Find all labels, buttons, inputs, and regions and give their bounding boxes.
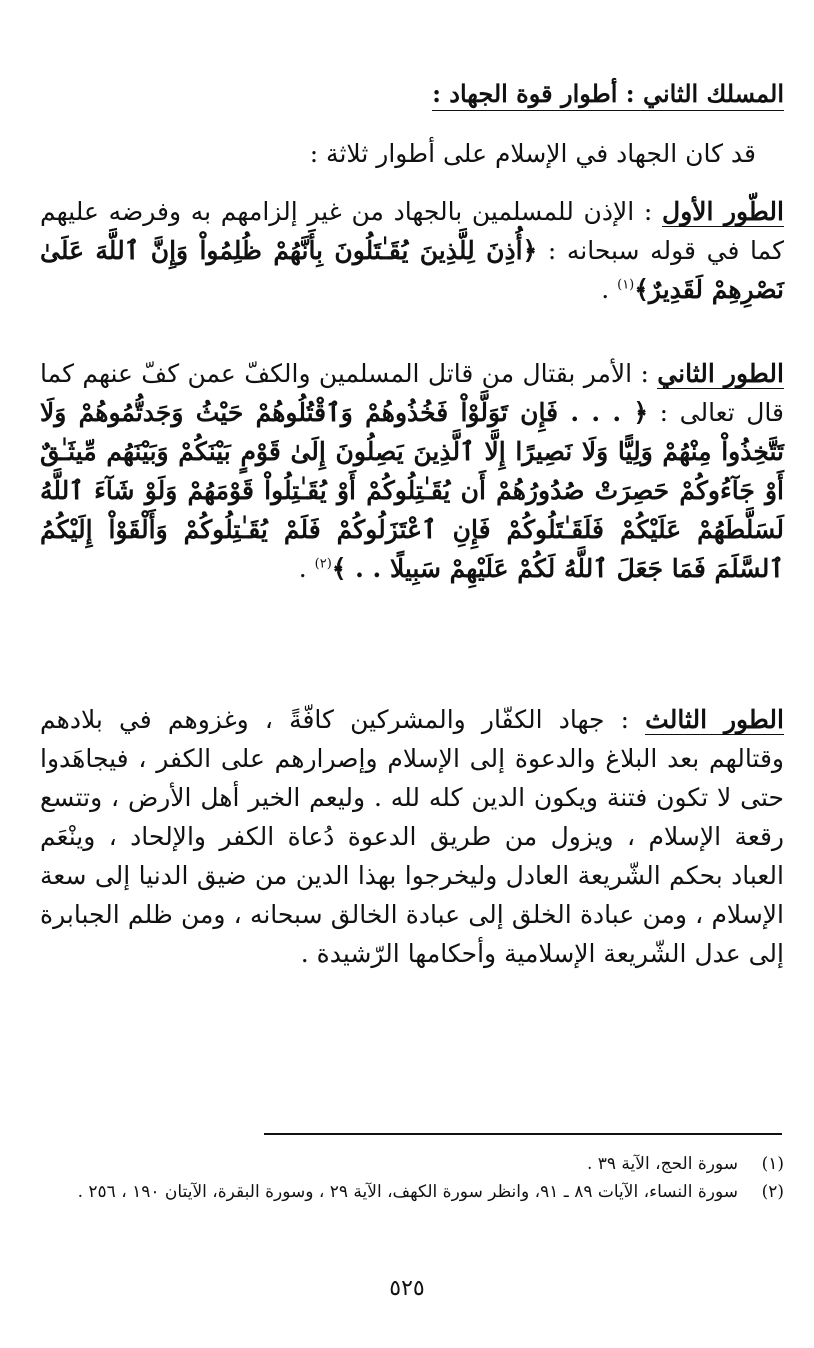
footnote-item xyxy=(40,1150,784,1178)
footnote-number: (٢) xyxy=(761,1182,784,1203)
intro-paragraph: قد كان الجهاد في الإسلام على أطوار ثلاثة : xyxy=(309,139,756,168)
stage-paragraph-1 xyxy=(40,192,784,309)
stage-separator: : xyxy=(634,197,663,226)
footnote-reference[interactable]: (١) xyxy=(617,277,635,293)
footnote-number: (١) xyxy=(761,1154,784,1174)
footnote-divider xyxy=(264,1133,782,1135)
stage-label: الطّور الأول xyxy=(662,197,784,226)
stage-separator: : xyxy=(604,705,646,734)
quran-verse: ﴿أُذِنَ لِلَّذِينَ يُقَـٰتَلُونَ بِأَنَّهُمْ ظُلِمُواْ وَإِنَّ ٱللَّهَ عَلَىٰ نَصْرِهِمْ لَقَدِيرٌ﴾ xyxy=(40,236,784,304)
footnotes xyxy=(40,1150,784,1206)
stage-label: الطور الثاني xyxy=(657,359,784,388)
stage-text: جهاد الكفّار والمشركين كافّةً ، وغزوهم في بلادهم وقتالهم بعد البلاغ والدعوة إلى الإسلام وإصرارهم على الكفر ، فيجاهَدوا حتى لا تكون فتنة ويكون الدين كله لله . وليعم الخير أهل الأرض ، وتتسع رقعة الإسلام ، ويزول من طريق الدعوة دُعاة الكفر والإلحاد ، وينْعَم العباد بحكم الشّريعة العادل وليخرجوا بهذا الدين من ضيق الدنيا إلى سعة الإسلام ، ومن عبادة الخلق إلى عبادة الخالق سبحانه ، ومن ظلم الجبابرة إلى عدل الشّريعة الإسلامية وأحكامها الرّشيدة . xyxy=(40,705,784,968)
quran-verse: ﴿ . . . فَإِن تَوَلَّوْاْ فَخُذُوهُمْ وَٱقْتُلُوهُمْ حَيْثُ وَجَدتُّمُوهُمْ وَلَا تَتَّخِذُواْ مِنْهُمْ وَلِيًّا وَلَا نَصِيرًا إِلَّا ٱلَّذِينَ يَصِلُونَ إِلَىٰ قَوْمٍ بَيْنَكُمْ وَبَيْنَهُم مِّيثَـٰقٌ أَوْ جَآءُوكُمْ حَصِرَتْ صُدُورُهُمْ أَن يُقَـٰتِلُوكُمْ أَوْ يُقَـٰتِلُواْ قَوْمَهُمْ وَلَوْ شَآءَ ٱللَّهُ لَسَلَّطَهُمْ عَلَيْكُمْ فَلَقَـٰتَلُوكُمْ فَإِنِ ٱعْتَزَلُوكُمْ فَلَمْ يُقَـٰتِلُوكُمْ وَأَلْقَوْاْ إِلَيْكُمُ ٱلسَّلَمَ فَمَا جَعَلَ ٱللَّهُ لَكُمْ عَلَيْهِمْ سَبِيلًا . . ﴾ xyxy=(40,398,784,583)
stage-paragraph-3 xyxy=(40,700,784,973)
stage-text-end: . xyxy=(298,554,315,583)
footnote-text: سورة الحج، الآية ٣٩ . xyxy=(586,1154,738,1174)
section-heading xyxy=(40,70,784,118)
section-heading-text: المسلك الثاني : أطوار قوة الجهاد : xyxy=(432,79,784,111)
stage-label: الطور الثالث xyxy=(645,705,784,734)
footnote-reference[interactable]: (٢) xyxy=(314,556,332,572)
stage-text-end: . xyxy=(601,275,618,304)
stage-separator: : xyxy=(632,359,658,388)
stage-paragraph-2 xyxy=(40,354,784,588)
stage-text: الإذن للمسلمين بالجهاد من غير إلزامهم به وفرضه عليهم كما في قوله سبحانه : xyxy=(40,197,784,265)
stage-text: الأمر بقتال من قاتل المسلمين والكفّ عمن كفّ عنهم كما قال تعالى : xyxy=(40,359,784,427)
footnote-item xyxy=(40,1178,784,1206)
page-number: ٥٢٥ xyxy=(389,1276,425,1301)
footnote-text: سورة النساء، الآيات ٨٩ ـ ٩١، وانظر سورة الكهف، الآية ٢٩ ، وسورة البقرة، الآيتان ١٩٠ ، ٢٥٦ . xyxy=(77,1182,738,1203)
